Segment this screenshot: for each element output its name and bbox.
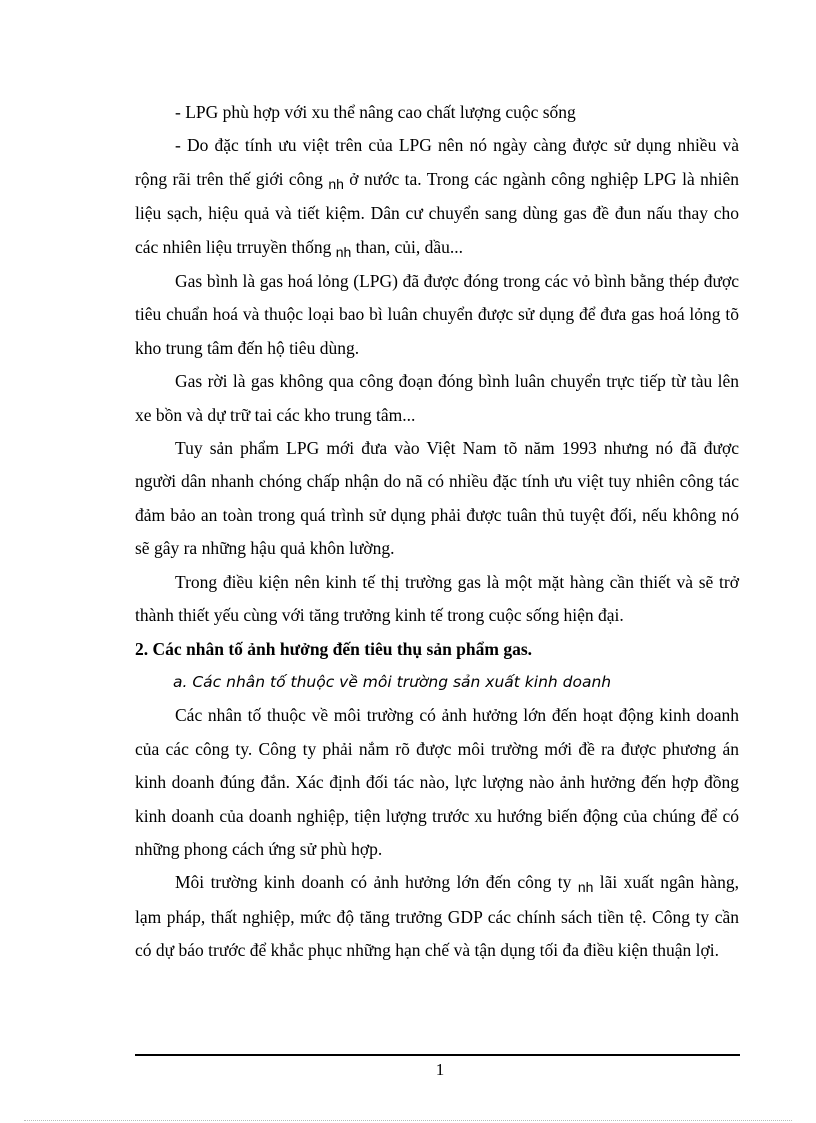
paragraph-bulk-gas: Gas rời là gas không qua công đoạn đóng bình luân chuyển trực tiếp từ tàu lên xe bồn và dự trữ tai các kho trung tâm... <box>135 371 739 425</box>
paragraph-business-environment <box>135 866 739 967</box>
paragraph-environment-factors: Các nhân tố thuộc về môi trường có ảnh hưởng lớn đến hoạt động kinh doanh của các công ty. Công ty phải nắm rõ được môi trường mới đề ra được phương án kinh doanh đúng đắn. Xác định đối tác nào, lực lượng nào ảnh hưởng đến hợp đồng kinh doanh của doanh nghiệp, tiện lượng trước xu hướng biến động của chúng để có những phong cách ứng sử phù hợp. <box>135 705 739 859</box>
paragraph-lpg-vietnam: Tuy sản phẩm LPG mới đưa vào Việt Nam tõ năm 1993 nhưng nó đã được người dân nhanh chóng chấp nhận do nã có nhiều đặc tính ưu việt tuy nhiên công tác đảm bảo an toàn trong quá trình sử dụng phải được tuân thủ tuyệt đối, nếu không nó sẽ gây ra những hậu quả khôn lường. <box>135 438 739 559</box>
page-break-line <box>24 1120 792 1121</box>
page-number: 1 <box>435 1060 445 1079</box>
paragraph-business-environment-part2: lãi xuất ngân hàng, lạm pháp, thất nghiệp, mức độ tăng trưởng GDP các chính sách tiền tệ. Công ty cần có dự báo trước để khắc phục những hạn chế và tận dụng tối đa điều kiện thuận lợi. <box>135 872 739 961</box>
paragraph-bottled-gas: Gas bình là gas hoá lỏng (LPG) đã được đóng trong các vỏ bình bằng thép được tiêu chuẩn hoá và thuộc loại bao bì luân chuyển được sử dụng để đưa gas hoá lỏng tõ kho trung tâm đến hộ tiêu dùng. <box>135 271 739 358</box>
paragraph-lpg-usage-part3: than, củi, dầu... <box>351 236 464 257</box>
section-heading: 2. Các nhân tố ảnh hưởng đến tiêu thụ sản phẩm gas. <box>135 638 533 659</box>
paragraph-lpg-usage <box>135 129 739 265</box>
paragraph-lpg-trend: - LPG phù hợp với xu thể nâng cao chất lượng cuộc sống <box>175 102 576 122</box>
paragraph-lpg-usage-part2: ở nước ta. Trong các ngành công nghiệp LPG là nhiên liệu sạch, hiệu quả và tiết kiệm. Dân cư chuyển sang dùng gas đề đun nấu thay cho các nhiên liệu trruyền thống <box>135 168 739 257</box>
paragraph-market-economy: Trong điều kiện nên kinh tế thị trường gas là một mặt hàng cần thiết và sẽ trở thành thiết yếu cùng với tăng trưởng kinh tế trong cuộc sống hiện đại. <box>135 571 739 626</box>
inline-nh: nh <box>335 243 352 260</box>
body-text <box>135 96 739 968</box>
inline-nh: nh <box>577 879 594 896</box>
inline-nh: nh <box>328 175 344 192</box>
paragraph-business-environment-part1: Môi trường kinh doanh có ảnh hưởng lớn đến công ty <box>175 872 578 893</box>
footer-rule <box>135 1054 740 1056</box>
paragraph-lpg-usage-part1: - Do đặc tính ưu việt trên của LPG nên nó ngày càng được sử dụng nhiều và rộng rãi trên thế giới công <box>135 135 739 189</box>
subsection-heading: a. Các nhân tố thuộc về môi trường sản xuất kinh doanh <box>173 672 612 691</box>
